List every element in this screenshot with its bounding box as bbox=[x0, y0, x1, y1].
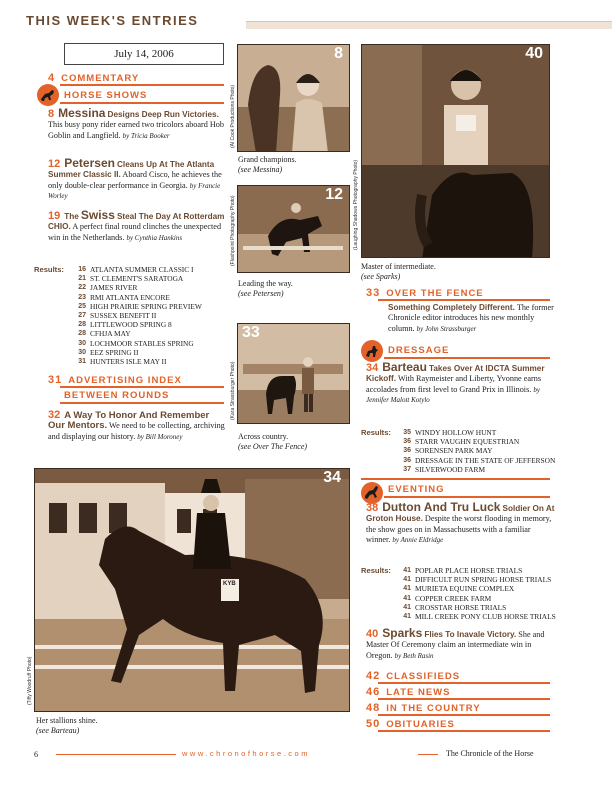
story-petersen[interactable]: 12 Petersen Cleans Up At The Atlanta Summer Classic II. Aboard Cisco, he achieves the only double-clear performance in Georgia. by Francie Worley bbox=[48, 156, 222, 201]
result-page: 37 bbox=[403, 465, 411, 473]
result-item[interactable] bbox=[397, 566, 556, 575]
rule bbox=[378, 730, 550, 732]
result-page: 23 bbox=[78, 293, 86, 301]
photo-page-number: 12 bbox=[325, 186, 343, 203]
result-page: 41 bbox=[403, 594, 411, 602]
header-rule bbox=[246, 21, 612, 29]
result-page: 30 bbox=[78, 339, 86, 347]
result-name: EEZ SPRING II bbox=[90, 347, 139, 357]
result-item[interactable] bbox=[397, 575, 556, 584]
website-link[interactable]: www.chronofhorse.com bbox=[182, 749, 310, 758]
result-item[interactable] bbox=[72, 357, 202, 366]
result-name: SUSSEX BENEFIT II bbox=[90, 311, 157, 321]
footer-rule bbox=[56, 754, 176, 755]
page-title: THIS WEEK'S ENTRIES bbox=[26, 13, 199, 28]
result-page: 36 bbox=[403, 447, 411, 455]
results-list bbox=[72, 265, 202, 366]
result-item[interactable] bbox=[72, 339, 202, 348]
photo-grand-champions bbox=[237, 44, 350, 152]
result-name: MILL CREEK PONY CLUB HORSE TRIALS bbox=[415, 612, 556, 622]
photo-caption: Master of intermediate. (see Sparks) bbox=[361, 262, 436, 281]
result-name: COPPER CREEK FARM bbox=[415, 593, 492, 603]
rule bbox=[60, 402, 224, 404]
result-page: 35 bbox=[403, 429, 411, 436]
story-barteau[interactable]: 34 Barteau Takes Over At IDCTA Summer Kickoff. With Raymeister and Liberty, Yvonne earns accolades from first level to Grand Prix in Illinois. by Jennifer Malott Kotylo bbox=[366, 360, 545, 405]
results-eventing: Results: 41 POPLAR PLACE HORSE TRIALS 41 DIFFICULT RUN SPRING HORSE TRIALS 41 MURIETA EQUINE COMPLEX 41 COPPER CREEK FARM 41 CROSSTAR HORSE TRIALS 41 MILL CREEK PONY CLUB HORSE TRIALS bbox=[361, 566, 556, 622]
result-name: STARR VAUGHN EQUESTRIAN bbox=[415, 437, 520, 447]
photo-credit: (Al Cook Productions Photo) bbox=[230, 84, 236, 148]
result-page: 31 bbox=[78, 358, 86, 366]
page-number: 6 bbox=[34, 750, 38, 759]
result-page: 41 bbox=[403, 576, 411, 584]
rule bbox=[378, 698, 550, 700]
section-advertising-index[interactable]: 31 ADVERTISING INDEX bbox=[48, 374, 182, 386]
result-page: 30 bbox=[78, 348, 86, 356]
result-name: DRESSAGE IN THE STATE OF JEFFERSON bbox=[415, 455, 556, 465]
result-name: DIFFICULT RUN SPRING HORSE TRIALS bbox=[415, 575, 552, 585]
result-name: ATLANTA SUMMER CLASSIC I bbox=[90, 265, 194, 274]
result-item[interactable] bbox=[397, 584, 556, 593]
rule bbox=[361, 478, 550, 480]
results-list bbox=[397, 428, 555, 474]
photo-caption: Across country. (see Over The Fence) bbox=[238, 432, 308, 451]
result-name: CROSSTAR HORSE TRIALS bbox=[415, 602, 507, 612]
result-name: CFHJA MAY bbox=[90, 329, 131, 339]
result-name: RMI ATLANTA ENCORE bbox=[90, 292, 170, 302]
story-messina[interactable]: 8 Messina Designs Deep Run Victories. This busy pony rider earned two tricolors aboard Hob Goblin and Langfield. by Tricia Booker bbox=[48, 106, 224, 140]
result-page: 28 bbox=[78, 330, 86, 338]
photo-caption: Grand champions. (see Messina) bbox=[238, 155, 297, 174]
section-eventing[interactable]: EVENTING bbox=[388, 484, 445, 495]
photo-master-of-intermediate bbox=[361, 44, 550, 258]
photo-leading-the-way bbox=[237, 185, 350, 273]
result-page: 27 bbox=[78, 312, 86, 320]
result-item[interactable] bbox=[72, 311, 202, 320]
photo-caption: Her stallions shine. (see Barteau) bbox=[36, 716, 98, 735]
photo-page-number: 34 bbox=[323, 469, 341, 486]
section-dressage[interactable]: DRESSAGE bbox=[388, 345, 450, 356]
result-page: 36 bbox=[403, 438, 411, 446]
result-item[interactable] bbox=[72, 293, 202, 302]
rule bbox=[60, 386, 224, 388]
result-page: 41 bbox=[403, 603, 411, 611]
rule bbox=[378, 682, 550, 684]
photo-page-number: 40 bbox=[525, 45, 543, 62]
result-item[interactable] bbox=[397, 603, 556, 612]
result-name: HUNTERS ISLE MAY II bbox=[90, 357, 167, 367]
result-item[interactable] bbox=[397, 612, 556, 621]
rule bbox=[60, 84, 224, 86]
result-name: ST. CLEMENT'S SARATOGA bbox=[90, 274, 184, 284]
result-item[interactable] bbox=[72, 274, 202, 283]
results-list bbox=[397, 566, 556, 621]
result-item[interactable] bbox=[397, 456, 555, 465]
photo-credit: (Laughing Shadows Photography Photo) bbox=[353, 159, 359, 250]
result-item[interactable] bbox=[397, 428, 555, 437]
section-between-rounds[interactable]: BETWEEN ROUNDS bbox=[64, 390, 170, 401]
result-item[interactable] bbox=[72, 283, 202, 292]
result-item[interactable] bbox=[72, 265, 202, 274]
photo-page-number: 33 bbox=[242, 324, 260, 341]
result-name: MURIETA EQUINE COMPLEX bbox=[415, 584, 515, 594]
rule bbox=[378, 714, 550, 716]
result-item[interactable] bbox=[397, 594, 556, 603]
result-item[interactable] bbox=[72, 302, 202, 311]
results-horse-shows: Results: 16 ATLANTA SUMMER CLASSIC I 21 ST. CLEMENT'S SARATOGA 22 JAMES RIVER 23 RMI ATLANTA ENCORE 25 HIGH PRAIRIE SPRING PREVIEW 27 SUSSEX BENEFIT II 28 LITTLEWOOD SPRING 8 28 CFHJA MAY 30 LOCHMOOR STABLES SPRING 30 EEZ SPRING II 31 HUNTERS ISLE MAY II bbox=[34, 265, 202, 367]
result-page: 25 bbox=[78, 302, 86, 310]
result-name: LITTLEWOOD SPRING 8 bbox=[90, 320, 172, 330]
story-something-different[interactable]: Something Completely Different. The former Chronicle editor introduces his new monthly column. by John Strassburger bbox=[388, 303, 554, 333]
result-page: 22 bbox=[78, 284, 86, 292]
result-name: POPLAR PLACE HORSE TRIALS bbox=[415, 566, 523, 575]
saddle-pad-label: KYB bbox=[223, 581, 236, 587]
photo-credit: (Flashpoint Photography Photo) bbox=[230, 195, 236, 266]
photo-caption: Leading the way. (see Petersen) bbox=[238, 279, 293, 298]
result-item[interactable] bbox=[72, 348, 202, 357]
result-name: WINDY HOLLOW HUNT bbox=[415, 428, 497, 437]
result-name: JAMES RIVER bbox=[90, 283, 138, 293]
results-dressage: Results: 35 WINDY HOLLOW HUNT 36 STARR VAUGHN EQUESTRIAN 36 SORENSEN PARK MAY 36 DRESSAGE IN THE STATE OF JEFFERSON 37 SILVERWOOD FARM bbox=[361, 428, 556, 474]
photo-credit: (Tiffy Woodruff Photo) bbox=[27, 656, 33, 705]
result-item[interactable] bbox=[72, 329, 202, 338]
story-swiss[interactable]: 19 The Swiss Steal The Day At Rotterdam CHIO. A perfect final round clinches the unexpected win in the Netherlands. by Cynthia Hankins bbox=[48, 208, 225, 242]
issue-date: July 14, 2006 bbox=[64, 43, 224, 65]
photo-across-country bbox=[237, 323, 350, 424]
dressage-icon bbox=[361, 340, 383, 362]
show-jumping-icon bbox=[37, 84, 59, 106]
eventing-icon bbox=[361, 482, 383, 504]
story-honor[interactable]: 32 A Way To Honor And Remember Our Mentors. We need to be collecting, archiving and displaying our history. by Bill Moroney bbox=[48, 409, 225, 441]
result-page: 41 bbox=[403, 567, 411, 574]
result-page: 28 bbox=[78, 321, 86, 329]
section-commentary[interactable]: 4 COMMENTARY bbox=[48, 72, 140, 84]
result-page: 21 bbox=[78, 275, 86, 283]
section-horse-shows[interactable]: HORSE SHOWS bbox=[64, 90, 148, 101]
rule bbox=[378, 299, 550, 301]
result-name: HIGH PRAIRIE SPRING PREVIEW bbox=[90, 301, 202, 311]
story-sparks[interactable]: 40 Sparks Flies To Inavale Victory. She and Master Of Ceremony claim an intermediate win in Oregon. by Beth Rasin bbox=[366, 626, 545, 660]
photo-credit: (Kara Strassburger Photo) bbox=[230, 361, 236, 420]
section-obituaries[interactable]: 50 OBITUARIES bbox=[366, 718, 455, 730]
rule bbox=[384, 357, 550, 359]
photo-page-number: 8 bbox=[334, 45, 343, 62]
footer-rule bbox=[418, 754, 438, 755]
section-in-the-country[interactable]: 48 IN THE COUNTRY bbox=[366, 702, 481, 714]
result-item[interactable] bbox=[397, 465, 555, 474]
page-header bbox=[0, 0, 612, 32]
story-dutton[interactable]: 38 Dutton And Tru Luck Soldier On At Groton House. Despite the worst flooding in memory, the show goes on in Massachusetts with a familiar winner. by Annie Eldridge bbox=[366, 500, 555, 545]
section-classifieds[interactable]: 42 CLASSIFIEDS bbox=[366, 670, 461, 682]
rule bbox=[60, 102, 224, 104]
result-name: LOCHMOOR STABLES SPRING bbox=[90, 338, 194, 348]
publication-name: The Chronicle of the Horse bbox=[446, 749, 534, 758]
result-page: 16 bbox=[78, 266, 86, 273]
result-page: 36 bbox=[403, 456, 411, 464]
photo-her-stallions-shine bbox=[34, 468, 350, 712]
section-late-news[interactable]: 46 LATE NEWS bbox=[366, 686, 451, 698]
result-page: 41 bbox=[403, 613, 411, 621]
result-page: 41 bbox=[403, 585, 411, 593]
result-item[interactable] bbox=[72, 320, 202, 329]
rule bbox=[384, 496, 550, 498]
section-over-the-fence[interactable]: 33 OVER THE FENCE bbox=[366, 287, 484, 299]
result-item[interactable] bbox=[397, 446, 555, 455]
result-name: SORENSEN PARK MAY bbox=[415, 446, 493, 456]
result-item[interactable] bbox=[397, 437, 555, 446]
result-name: SILVERWOOD FARM bbox=[415, 464, 486, 474]
